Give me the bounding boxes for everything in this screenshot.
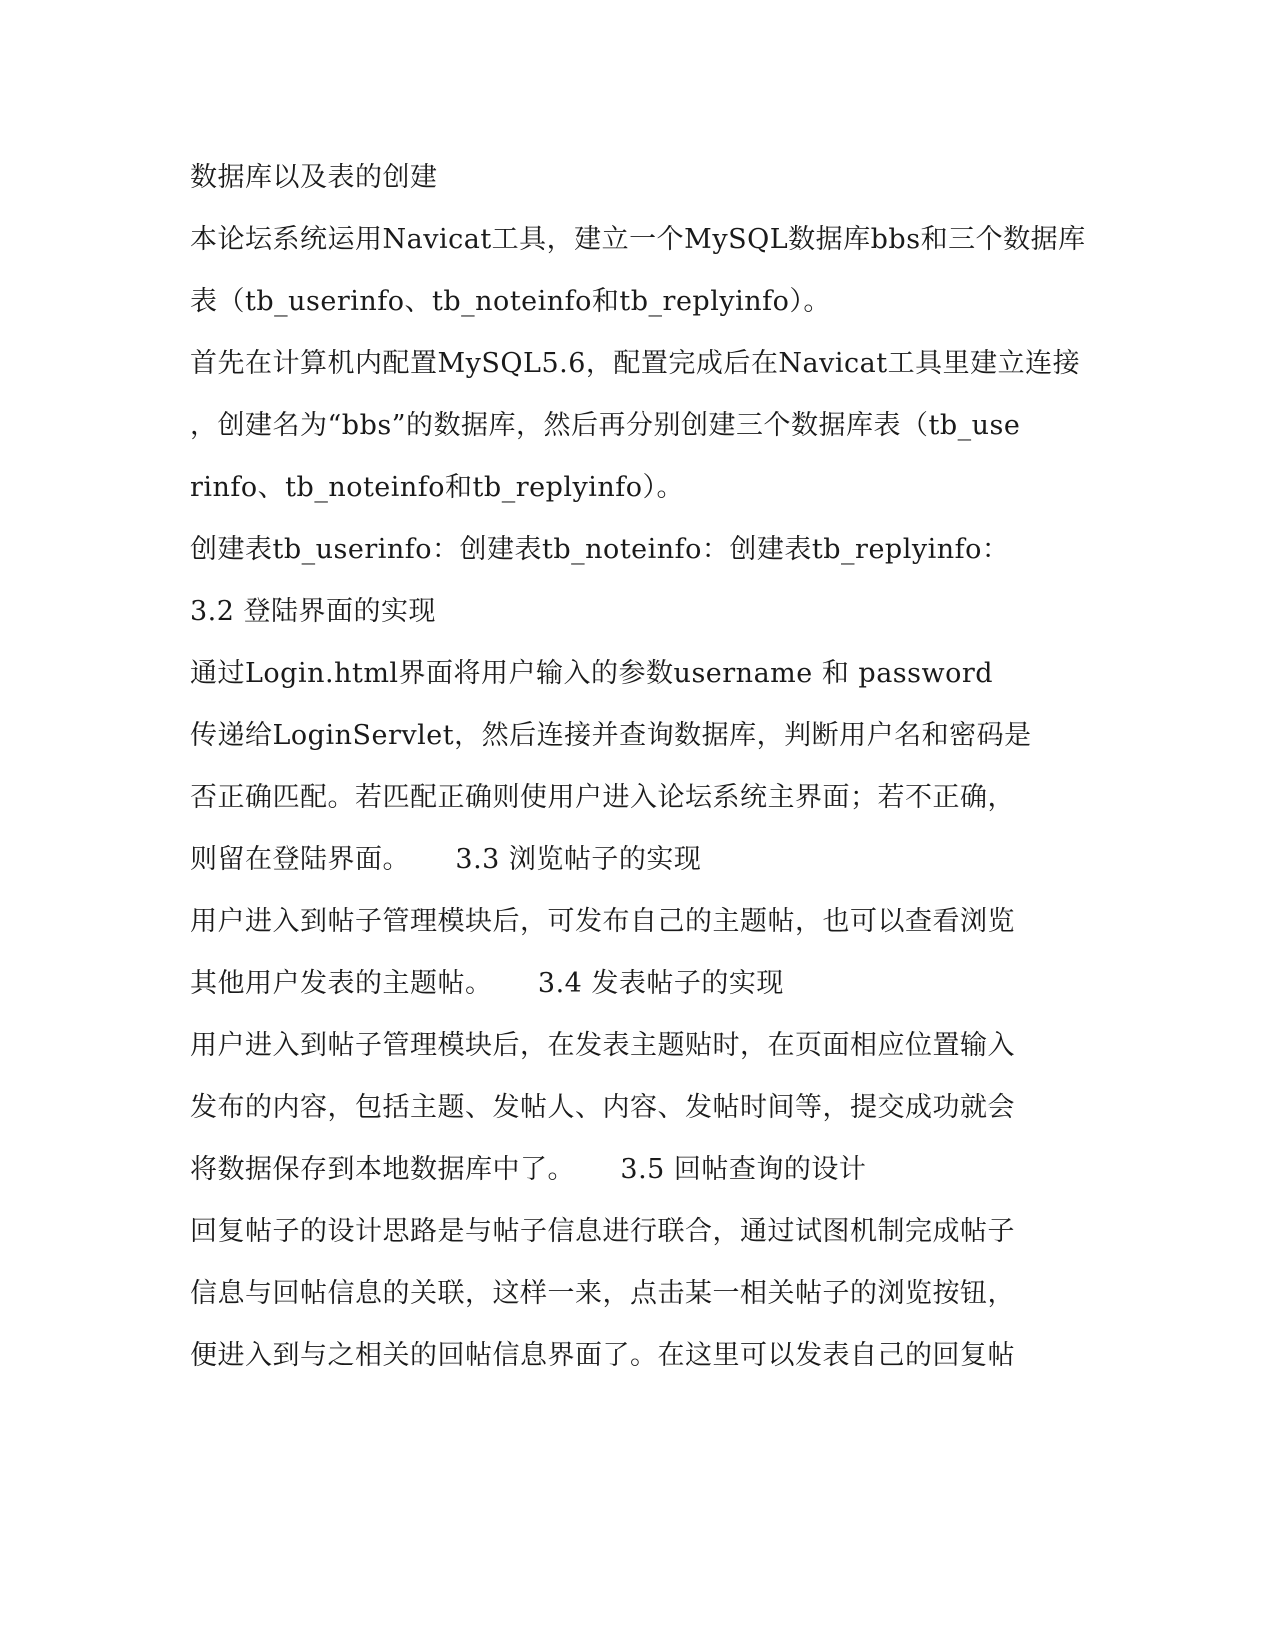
text-line: 信息与回帖信息的关联，这样一来，点击某一相关帖子的浏览按钮， [190,1278,1015,1309]
text-line: 否正确匹配。若匹配正确则使用户进入论坛系统主界面；若不正确， [190,782,1015,813]
text-line: 回复帖子的设计思路是与帖子信息进行联合，通过试图机制完成帖子 [190,1216,1015,1247]
text-line: ，创建名为“bbs”的数据库，然后再分别创建三个数据库表（tb_use [190,410,1021,441]
text-line: 用户进入到帖子管理模块后，可发布自己的主题帖，也可以查看浏览 [190,906,1015,937]
text-line: 发布的内容，包括主题、发帖人、内容、发帖时间等，提交成功就会 [190,1092,1015,1123]
text-line: 传递给LoginServlet，然后连接并查询数据库，判断用户名和密码是 [190,720,1032,751]
text-line: 本论坛系统运用Navicat工具，建立一个MySQL数据库bbs和三个数据库 [190,224,1086,255]
text-line: 便进入到与之相关的回帖信息界面了。在这里可以发表自己的回复帖 [190,1340,1015,1371]
text-line: 表（tb_userinfo、tb_noteinfo和tb_replyinfo）。 [190,286,831,317]
text-line: 则留在登陆界面。 3.3 浏览帖子的实现 [190,844,702,875]
text-line: 用户进入到帖子管理模块后，在发表主题贴时，在页面相应位置输入 [190,1030,1015,1061]
text-line: 创建表tb_userinfo：创建表tb_noteinfo：创建表tb_replyinfo： [190,534,1010,565]
section-heading: 3.2 登陆界面的实现 [190,596,437,627]
text-line: 其他用户发表的主题帖。 3.4 发表帖子的实现 [190,968,784,999]
text-line: 通过Login.html界面将用户输入的参数username 和 password [190,658,994,689]
text-line: 将数据保存到本地数据库中了。 3.5 回帖查询的设计 [190,1154,867,1185]
text-line: rinfo、tb_noteinfo和tb_replyinfo）。 [190,472,685,503]
text-line: 首先在计算机内配置MySQL5.6，配置完成后在Navicat工具里建立连接 [190,348,1081,379]
section-heading: 数据库以及表的创建 [190,162,438,193]
